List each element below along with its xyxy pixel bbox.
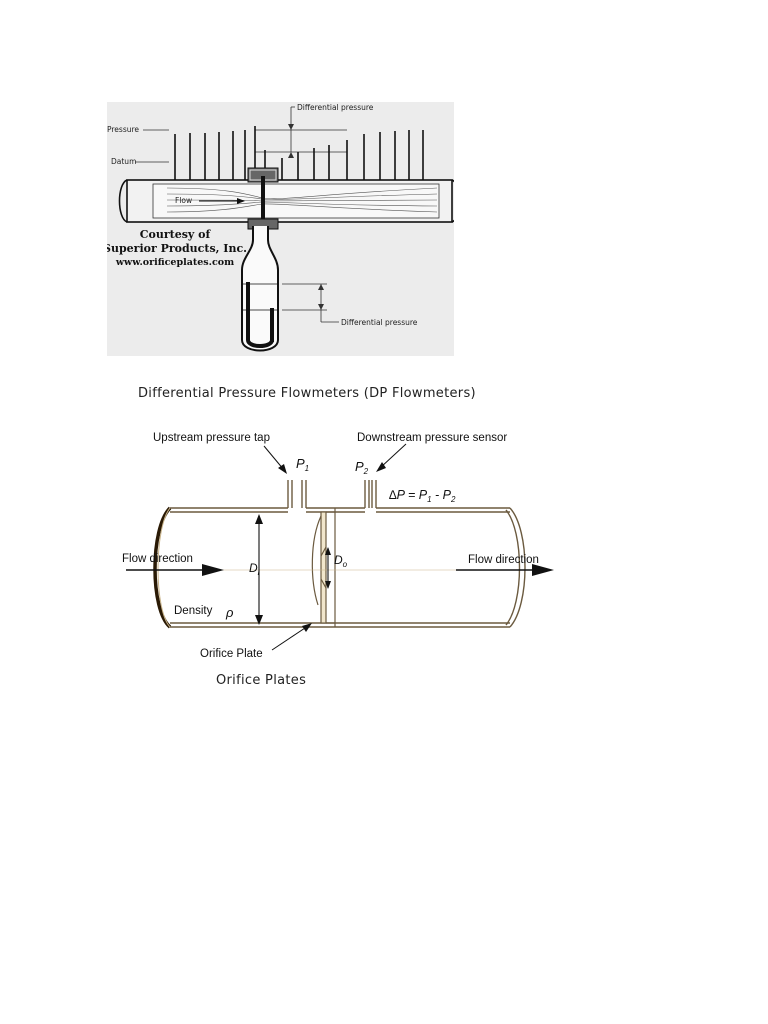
label-orifice-diameter: $D_o$ bbox=[334, 553, 348, 569]
label-orifice-plate: Orifice Plate bbox=[200, 648, 263, 660]
figure-caption-dp-flowmeters: Differential Pressure Flowmeters (DP Flowmeters) bbox=[138, 386, 476, 401]
credit-line-3: www.orificeplates.com bbox=[115, 257, 235, 268]
label-datum: Datum bbox=[111, 157, 137, 166]
orifice-pressure-profile-drawing bbox=[107, 102, 454, 356]
label-differential-pressure-top: Differential pressure bbox=[297, 103, 374, 112]
label-flow-direction-outlet: Flow direction bbox=[468, 554, 539, 566]
label-flow: Flow bbox=[175, 196, 193, 205]
label-p1: $P_1$ bbox=[296, 456, 310, 473]
label-pressure: Pressure bbox=[107, 125, 140, 134]
credit-line-1: Courtesy of bbox=[139, 228, 211, 241]
orifice-plate-schematic bbox=[110, 420, 570, 670]
figure-caption-orifice-plates: Orifice Plates bbox=[216, 673, 307, 688]
delta-p-equation: $\Delta P = P_1 - P_2$ bbox=[389, 488, 456, 504]
label-downstream-pressure-sensor: Downstream pressure sensor bbox=[357, 432, 508, 444]
label-rho: ρ bbox=[226, 605, 234, 620]
label-density: Density bbox=[174, 605, 213, 617]
orifice-plate-drawing bbox=[110, 420, 570, 670]
label-inner-diameter: $D_i$ bbox=[249, 561, 260, 577]
orifice-pressure-profile-figure bbox=[107, 102, 454, 356]
label-differential-pressure-bottom: Differential pressure bbox=[341, 318, 418, 327]
label-upstream-pressure-tap: Upstream pressure tap bbox=[153, 432, 270, 444]
label-p2: $P_2$ bbox=[355, 459, 369, 476]
label-flow-direction-inlet: Flow direction bbox=[122, 553, 193, 565]
credit-line-2: Superior Products, Inc. bbox=[107, 242, 247, 255]
